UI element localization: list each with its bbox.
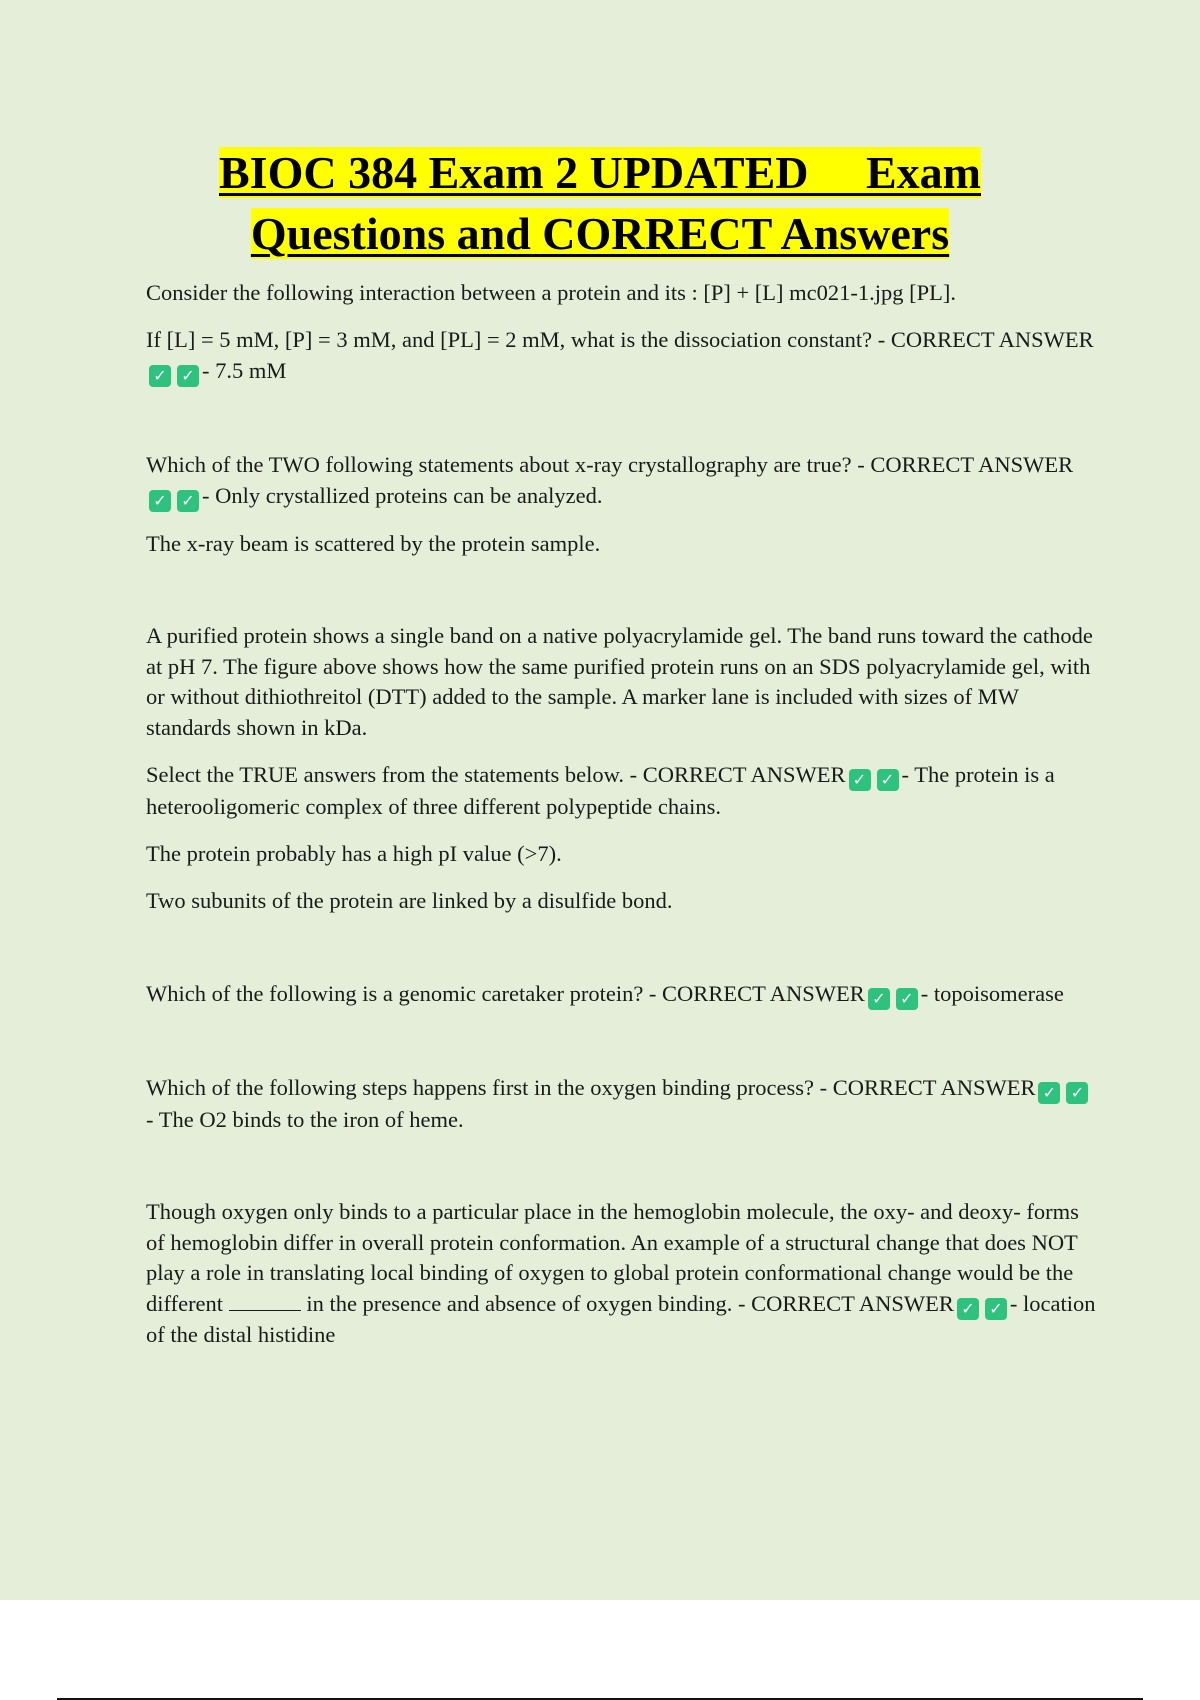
q1-block [146,324,1096,387]
q3-prompt: Select the TRUE answers from the statements below. - CORRECT ANSWER [146,762,846,787]
q2-block [146,449,1096,512]
document-body [146,277,1096,1366]
check-mark-icon: ✓ [957,1298,979,1320]
q3-extra-2: Two subunits of the protein are linked by a disulfide bond. [146,888,673,913]
check-mark-icon: ✓ [849,769,871,791]
q4-answer: - topoisomerase [920,981,1064,1006]
check-mark-icon: ✓ [177,490,199,512]
section-gap [146,932,1096,978]
q6-block [146,1197,1096,1350]
q1-answer: - 7.5 mM [202,358,287,383]
document-title [0,142,1200,264]
check-mark-icon: ✓ [868,988,890,1010]
q3-block [146,759,1096,822]
check-mark-icon: ✓ [1066,1082,1088,1104]
check-mark-icon: ✓ [1038,1082,1060,1104]
section-gap [146,403,1096,449]
check-mark-icon: ✓ [985,1298,1007,1320]
check-mark-icon: ✓ [149,490,171,512]
q1-prompt: If [L] = 5 mM, [P] = 3 mM, and [PL] = 2 mM, what is the dissociation constant? - CORRECT ANSWER [146,327,1094,352]
q1-intro: Consider the following interaction between a protein and its : [P] + [L] mc021-1.jpg [PL]. [146,280,956,305]
check-mark-icon: ✓ [896,988,918,1010]
check-mark-icon: ✓ [149,365,171,387]
title-line-1: BIOC 384 Exam 2 UPDATED Exam [218,147,981,198]
q3-extra-1: The protein probably has a high pI value (>7). [146,841,562,866]
q4-block [146,978,1096,1010]
check-mark-icon: ✓ [177,365,199,387]
q6-prompt-part-2: in the presence and absence of oxygen binding. - CORRECT ANSWER [306,1290,954,1316]
q5-prompt: Which of the following steps happens first in the oxygen binding process? - CORRECT ANSWER [146,1075,1036,1100]
q4-prompt: Which of the following is a genomic caretaker protein? - CORRECT ANSWER [146,981,865,1006]
q6-prompt-part-1: Though oxygen only binds to a particular place in the hemoglobin molecule, the oxy- and deoxy- forms of hemoglobin differ in overall protein conformation. An example of a structural change that does NOT play a role in translating local binding of oxygen to global protein conformational change would be the different [146,1199,1079,1316]
q2-prompt: Which of the TWO following statements about x-ray crystallography are true? - CORRECT ANSWER [146,452,1074,477]
section-gap [146,1151,1096,1197]
q5-answer: - The O2 binds to the iron of heme. [146,1107,464,1132]
q2-answer: - Only crystallized proteins can be analyzed. [202,483,603,508]
q5-block [146,1072,1096,1135]
section-gap [146,1026,1096,1072]
fill-in-blank [229,1292,301,1311]
q2-extra: The x-ray beam is scattered by the protein sample. [146,531,601,556]
q3-answer: - The protein is a heterooligomeric complex of three different polypeptide chains. [146,762,1055,819]
title-line-2: Questions and CORRECT Answers [250,208,950,259]
q3-intro: A purified protein shows a single band on a native polyacrylamide gel. The band runs toward the cathode at pH 7. The figure above shows how the same purified protein runs on an SDS polyacrylamide gel, with or without dithiothreitol (DTT) added to the sample. A marker lane is included with sizes of MW standards shown in kDa. [146,623,1093,740]
q6-answer: - location of the distal histidine [146,1290,1096,1347]
check-mark-icon: ✓ [877,769,899,791]
section-gap [146,575,1096,621]
